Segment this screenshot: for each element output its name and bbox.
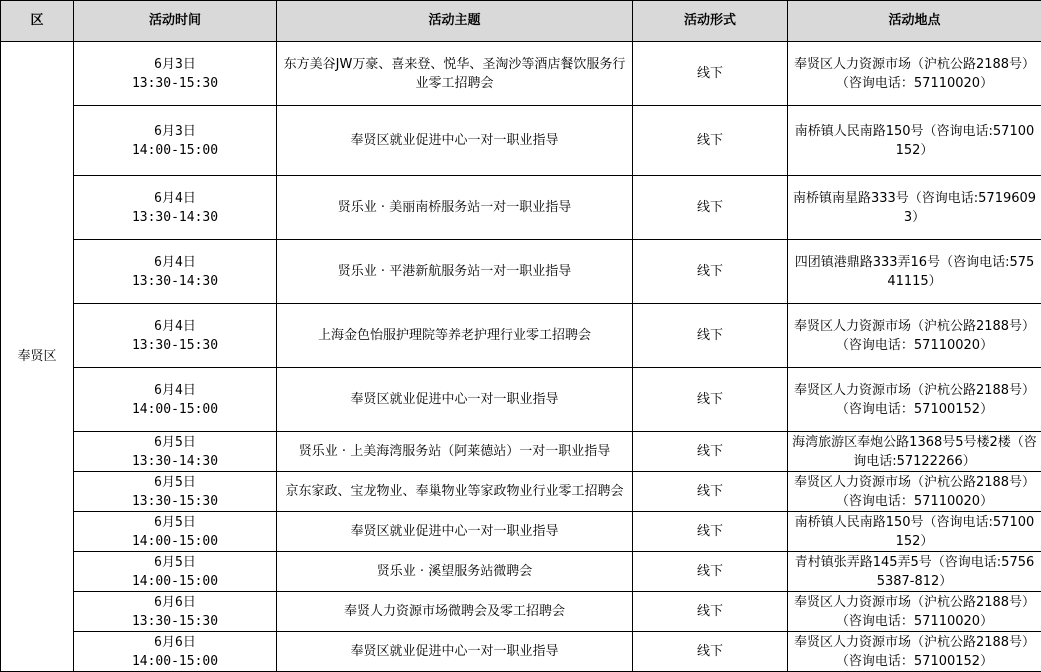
location-cell: 奉贤区人力资源市场（沪杭公路2188号）（咨询电话：57110020） xyxy=(788,472,1041,512)
date-text: 6月3日 xyxy=(78,122,272,141)
topic-cell: 奉贤区就业促进中心一对一职业指导 xyxy=(277,512,633,552)
location-cell: 奉贤区人力资源市场（沪杭公路2188号）（咨询电话：57100152） xyxy=(788,632,1041,672)
header-time: 活动时间 xyxy=(74,1,277,42)
table-row xyxy=(1,304,1041,368)
topic-cell: 上海金色怡服护理院等养老护理行业零工招聘会 xyxy=(277,304,633,368)
topic-cell: 奉贤区就业促进中心一对一职业指导 xyxy=(277,368,633,432)
header-location: 活动地点 xyxy=(788,1,1041,42)
format-cell: 线下 xyxy=(633,552,788,592)
format-cell: 线下 xyxy=(633,432,788,472)
table-row xyxy=(1,472,1041,512)
time-cell xyxy=(74,368,277,432)
time-cell xyxy=(74,512,277,552)
time-range-text: 14:00-15:00 xyxy=(78,572,272,591)
time-range-text: 13:30-15:30 xyxy=(78,74,272,93)
time-range-text: 13:30-15:30 xyxy=(78,336,272,355)
location-cell: 南桥镇人民南路150号（咨询电话:57100152） xyxy=(788,106,1041,176)
format-cell: 线下 xyxy=(633,472,788,512)
location-cell: 奉贤区人力资源市场（沪杭公路2188号）（咨询电话：57110020） xyxy=(788,42,1041,106)
topic-cell: 奉贤区就业促进中心一对一职业指导 xyxy=(277,632,633,672)
format-cell: 线下 xyxy=(633,632,788,672)
header-row xyxy=(1,1,1041,42)
location-cell: 南桥镇人民南路150号（咨询电话:57100152） xyxy=(788,512,1041,552)
format-cell: 线下 xyxy=(633,512,788,552)
table-row xyxy=(1,368,1041,432)
district-cell: 奉贤区 xyxy=(1,42,74,672)
location-cell: 南桥镇南星路333号（咨询电话:57196093） xyxy=(788,176,1041,240)
format-cell: 线下 xyxy=(633,592,788,632)
time-range-text: 13:30-14:30 xyxy=(78,452,272,471)
table-row xyxy=(1,176,1041,240)
table-row xyxy=(1,240,1041,304)
date-text: 6月5日 xyxy=(78,473,272,492)
time-cell xyxy=(74,552,277,592)
topic-cell: 贤乐业 · 溪望服务站微聘会 xyxy=(277,552,633,592)
time-cell xyxy=(74,592,277,632)
header-format: 活动形式 xyxy=(633,1,788,42)
date-text: 6月6日 xyxy=(78,633,272,652)
date-text: 6月4日 xyxy=(78,317,272,336)
topic-cell: 贤乐业 · 美丽南桥服务站一对一职业指导 xyxy=(277,176,633,240)
topic-cell: 奉贤区就业促进中心一对一职业指导 xyxy=(277,106,633,176)
header-district: 区 xyxy=(1,1,74,42)
topic-cell: 贤乐业 · 平港新航服务站一对一职业指导 xyxy=(277,240,633,304)
table-row xyxy=(1,592,1041,632)
location-cell: 奉贤区人力资源市场（沪杭公路2188号）（咨询电话：57110020） xyxy=(788,592,1041,632)
time-range-text: 14:00-15:00 xyxy=(78,141,272,160)
time-range-text: 14:00-15:00 xyxy=(78,400,272,419)
topic-cell: 奉贤人力资源市场微聘会及零工招聘会 xyxy=(277,592,633,632)
time-range-text: 13:30-15:30 xyxy=(78,492,272,511)
table-row xyxy=(1,632,1041,672)
date-text: 6月4日 xyxy=(78,189,272,208)
location-cell: 青村镇张弄路145弄5号（咨询电话:57565387-812） xyxy=(788,552,1041,592)
format-cell: 线下 xyxy=(633,42,788,106)
time-range-text: 13:30-15:30 xyxy=(78,612,272,631)
location-cell: 奉贤区人力资源市场（沪杭公路2188号）（咨询电话：57110020） xyxy=(788,304,1041,368)
table-row xyxy=(1,432,1041,472)
time-range-text: 13:30-14:30 xyxy=(78,208,272,227)
date-text: 6月5日 xyxy=(78,513,272,532)
location-cell: 奉贤区人力资源市场（沪杭公路2188号）（咨询电话：57100152） xyxy=(788,368,1041,432)
date-text: 6月4日 xyxy=(78,381,272,400)
date-text: 6月5日 xyxy=(78,553,272,572)
table-row xyxy=(1,106,1041,176)
time-range-text: 14:00-15:00 xyxy=(78,532,272,551)
table-row xyxy=(1,42,1041,106)
table-row xyxy=(1,512,1041,552)
topic-cell: 东方美谷JW万豪、喜来登、悦华、圣淘沙等酒店餐饮服务行业零工招聘会 xyxy=(277,42,633,106)
date-text: 6月5日 xyxy=(78,433,272,452)
date-text: 6月3日 xyxy=(78,55,272,74)
table-row xyxy=(1,552,1041,592)
time-cell xyxy=(74,632,277,672)
time-range-text: 14:00-15:00 xyxy=(78,652,272,671)
topic-cell: 贤乐业 · 上美海湾服务站（阿莱德站）一对一职业指导 xyxy=(277,432,633,472)
topic-cell: 京东家政、宝龙物业、奉巢物业等家政物业行业零工招聘会 xyxy=(277,472,633,512)
date-text: 6月6日 xyxy=(78,593,272,612)
format-cell: 线下 xyxy=(633,176,788,240)
time-cell xyxy=(74,176,277,240)
format-cell: 线下 xyxy=(633,304,788,368)
format-cell: 线下 xyxy=(633,240,788,304)
location-cell: 海湾旅游区奉炮公路1368号5号楼2楼（咨询电话:57122266） xyxy=(788,432,1041,472)
location-cell: 四团镇港鼎路333弄16号（咨询电话:57541115） xyxy=(788,240,1041,304)
format-cell: 线下 xyxy=(633,106,788,176)
time-cell xyxy=(74,42,277,106)
time-cell xyxy=(74,472,277,512)
header-topic: 活动主题 xyxy=(277,1,633,42)
time-range-text: 13:30-14:30 xyxy=(78,272,272,291)
time-cell xyxy=(74,304,277,368)
time-cell xyxy=(74,240,277,304)
time-cell xyxy=(74,432,277,472)
time-cell xyxy=(74,106,277,176)
date-text: 6月4日 xyxy=(78,253,272,272)
format-cell: 线下 xyxy=(633,368,788,432)
